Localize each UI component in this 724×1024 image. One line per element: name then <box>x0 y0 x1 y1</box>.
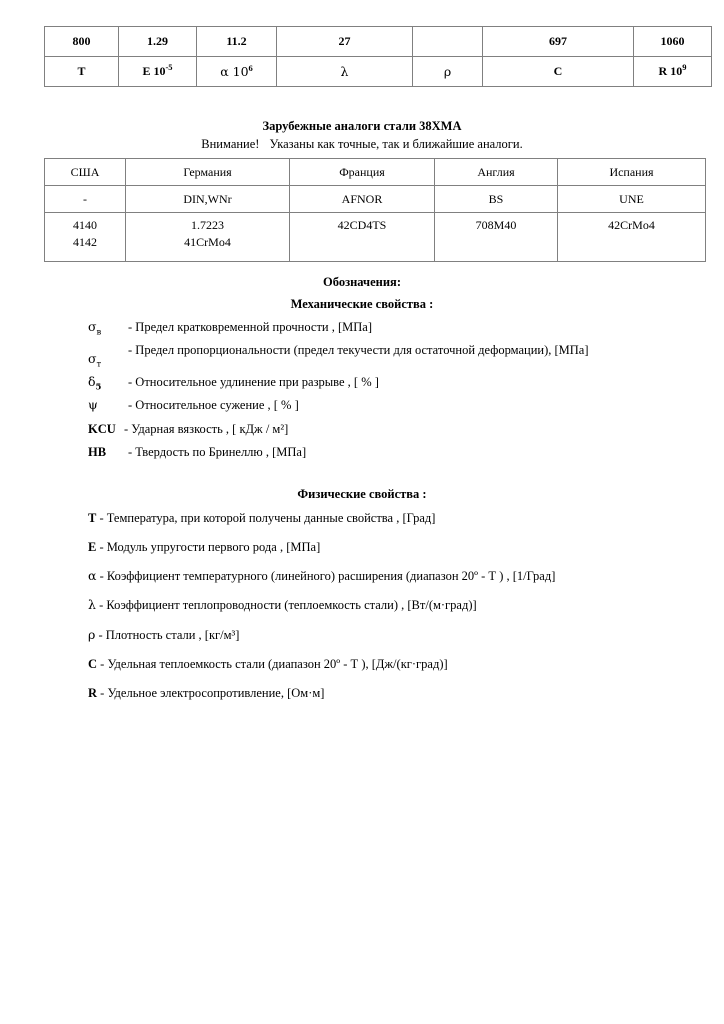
cell-symbol-E <box>119 57 197 87</box>
symbol-delta-5-subscript: 5 <box>95 382 102 393</box>
analogs-title: Зарубежные аналоги стали 38ХМА <box>262 119 462 133</box>
symbol-sigma-v-subscript: в <box>96 327 102 338</box>
symbol-rho-base: ρ <box>443 63 452 79</box>
definition-text-delta-5: - Относительное удлинение при разрыве , [ % ] <box>128 375 379 390</box>
definition-text-sigma-t: - Предел пропорциональности (предел текучести для остаточной деформации), [МПа] <box>128 343 589 358</box>
cell-value-lambda: 27 <box>277 27 413 57</box>
table-row-countries <box>45 159 706 186</box>
header-country-england: Англия <box>435 159 558 186</box>
header-country-germany: Германия <box>126 159 290 186</box>
properties-table-container <box>44 26 690 87</box>
symbol-alpha-base: α 10 <box>220 63 249 79</box>
symbol-T-base: T <box>77 64 86 78</box>
symbol-alpha-exponent: 6 <box>248 62 253 73</box>
symbol-psi <box>88 396 128 414</box>
symbol-T: T <box>88 511 97 525</box>
cell-value-C: 697 <box>483 27 634 57</box>
table-row-symbols <box>45 57 712 87</box>
definition-text-alpha: - Коэффициент температурного (линейного) расширения (диапазон 20º - Т ) , [1/Град] <box>99 569 556 584</box>
properties-table <box>44 26 712 87</box>
definition-row-resistivity <box>88 684 688 702</box>
cell-value-R: 1060 <box>634 27 712 57</box>
symbol-kcu: KCU <box>88 421 116 436</box>
definition-row-kcu <box>88 420 688 438</box>
symbol-E-base: E 10 <box>142 64 166 78</box>
definition-text-hb: - Твердость по Бринеллю , [МПа] <box>128 444 307 459</box>
cell-symbol-C <box>483 57 634 87</box>
cell-grade-england: 708M40 <box>435 213 558 262</box>
symbol-rho: ρ <box>88 626 96 642</box>
definition-text-kcu: - Ударная вязкость , [ кДж / м²] <box>124 421 289 436</box>
symbol-hb: HB <box>88 444 107 459</box>
cell-symbol-T <box>45 57 119 87</box>
definition-row-psi <box>88 396 688 414</box>
definition-text-lambda: - Коэффициент теплопроводности (теплоемкость стали) , [Вт/(м·град)] <box>99 598 477 613</box>
cell-symbol-R <box>634 57 712 87</box>
cell-value-T: 800 <box>45 27 119 57</box>
symbol-sigma-t-subscript: т <box>96 359 102 370</box>
physical-properties-heading: Физические свойства : <box>297 487 427 501</box>
symbol-C-base: C <box>553 64 563 78</box>
definition-text-psi: - Относительное сужение , [ % ] <box>128 398 299 413</box>
cell-standard-spain: UNE <box>558 186 706 213</box>
physical-definitions-list <box>88 509 688 713</box>
cell-grade-usa: 4140 4142 <box>45 213 126 262</box>
definition-row-thermal-conductivity <box>88 596 688 614</box>
cell-standard-usa: - <box>45 186 126 213</box>
symbol-sigma-t <box>88 341 128 368</box>
cell-value-E: 1.29 <box>119 27 197 57</box>
definition-text-rho: - Плотность стали , [кг/м³] <box>98 627 240 642</box>
header-country-usa: США <box>45 159 126 186</box>
symbol-alpha: α <box>88 568 97 584</box>
cell-value-alpha: 11.2 <box>197 27 277 57</box>
header-country-france: Франция <box>290 159 435 186</box>
analogs-note <box>0 137 724 152</box>
symbol-R-base: R 10 <box>658 64 683 78</box>
cell-grade-germany: 1.7223 41CrMo4 <box>126 213 290 262</box>
table-row-standards <box>45 186 706 213</box>
definition-row-hb <box>88 443 688 461</box>
symbol-R-exponent: 9 <box>682 62 687 72</box>
analogs-note-text: Указаны как точные, так и ближайшие аналоги. <box>269 137 523 151</box>
table-row-values <box>45 27 712 57</box>
cell-grade-france: 42CD4TS <box>290 213 435 262</box>
notation-heading: Обозначения: <box>323 275 401 289</box>
cell-symbol-alpha <box>197 57 277 87</box>
definition-row-elastic-modulus <box>88 538 688 556</box>
symbol-E: E <box>88 540 97 555</box>
symbol-lambda: λ <box>88 597 96 613</box>
symbol-sigma-t-base: σ <box>88 351 97 367</box>
cell-standard-england: BS <box>435 186 558 213</box>
definition-row-delta-5 <box>88 373 688 391</box>
analogs-table <box>44 158 706 262</box>
definition-row-sigma-v <box>88 318 688 336</box>
definition-text-C: - Удельная теплоемкость стали (диапазон 20º - Т ), [Дж/(кг·град)] <box>100 656 448 671</box>
symbol-sigma-v <box>88 318 128 336</box>
definition-row-specific-heat <box>88 655 688 673</box>
symbol-delta-5 <box>88 373 128 391</box>
cell-value-rho <box>413 27 483 57</box>
mechanical-definitions-list <box>88 318 688 466</box>
symbol-delta-5-base: δ <box>88 374 96 390</box>
cell-standard-france: AFNOR <box>290 186 435 213</box>
symbol-sigma-v-base: σ <box>88 319 97 334</box>
analogs-note-label: Внимание! <box>201 137 260 151</box>
header-country-spain: Испания <box>558 159 706 186</box>
cell-grade-spain: 42CrMo4 <box>558 213 706 262</box>
cell-standard-germany: DIN,WNr <box>126 186 290 213</box>
symbol-lambda-base: λ <box>340 63 349 79</box>
definition-text-T: - Температура, при которой получены данные свойства , [Град] <box>99 511 436 525</box>
cell-symbol-lambda <box>277 57 413 87</box>
symbol-R: R <box>88 685 98 700</box>
definition-row-density <box>88 626 688 644</box>
mechanical-properties-heading: Механические свойства : <box>290 297 434 311</box>
table-row-grades <box>45 213 706 262</box>
definition-row-thermal-expansion <box>88 567 688 585</box>
definition-text-sigma-v: - Предел кратковременной прочности , [МПа] <box>128 320 373 334</box>
definition-row-sigma-t <box>88 341 688 368</box>
symbol-C: C <box>88 656 98 671</box>
definition-text-E: - Модуль упругости первого рода , [МПа] <box>99 540 321 555</box>
cell-symbol-rho <box>413 57 483 87</box>
definition-row-temperature <box>88 509 688 527</box>
symbol-psi-base: ψ <box>88 397 98 413</box>
definition-text-R: - Удельное электросопротивление, [Ом·м] <box>100 685 325 700</box>
analogs-table-container <box>44 158 690 262</box>
symbol-E-exponent: -5 <box>165 62 173 72</box>
